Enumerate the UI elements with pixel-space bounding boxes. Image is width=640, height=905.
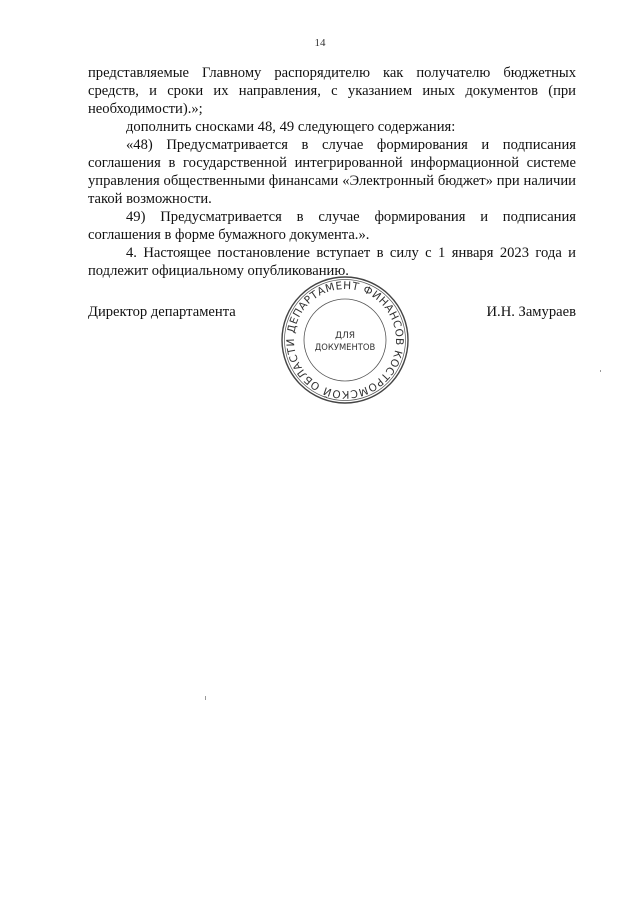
document-body: [88, 64, 576, 280]
signature-title: Директор департамента: [88, 304, 236, 320]
paragraph-continuation: представляемые Главному распорядителю как получателю бюджетных средств, и сроки их направления, с указанием иных документов (при необходимости).»;: [88, 65, 576, 117]
seal-ring-text: ДЕПАРТАМЕНТ ФИНАНСОВ КОСТРОМСКОЙ ОБЛАСТИ: [284, 279, 406, 401]
scan-speck: [600, 370, 601, 372]
paragraph-footnote-48: «48) Предусматривается в случае формирования и подписания соглашения в государственной интегрированной информационной системе управления общественными финансами «Электронный бюджет» при наличии такой возможности.: [88, 137, 576, 207]
seal-center-line-2: ДОКУМЕНТОВ: [314, 342, 376, 352]
seal-center-line-1: ДЛЯ: [334, 331, 356, 341]
scan-speck: [205, 696, 206, 700]
official-seal: [279, 274, 411, 406]
paragraph-effective-date: 4. Настоящее постановление вступает в силу с 1 января 2023 года и подлежит официальному опубликованию.: [88, 245, 576, 279]
page-number: 14: [314, 37, 326, 49]
signature-name: И.Н. Замураев: [486, 304, 576, 320]
paragraph-footnote-49: 49) Предусматривается в случае формирования и подписания соглашения в форме бумажного документа.».: [88, 209, 576, 243]
paragraph-footnote-intro: дополнить сносками 48, 49 следующего содержания:: [126, 119, 456, 135]
